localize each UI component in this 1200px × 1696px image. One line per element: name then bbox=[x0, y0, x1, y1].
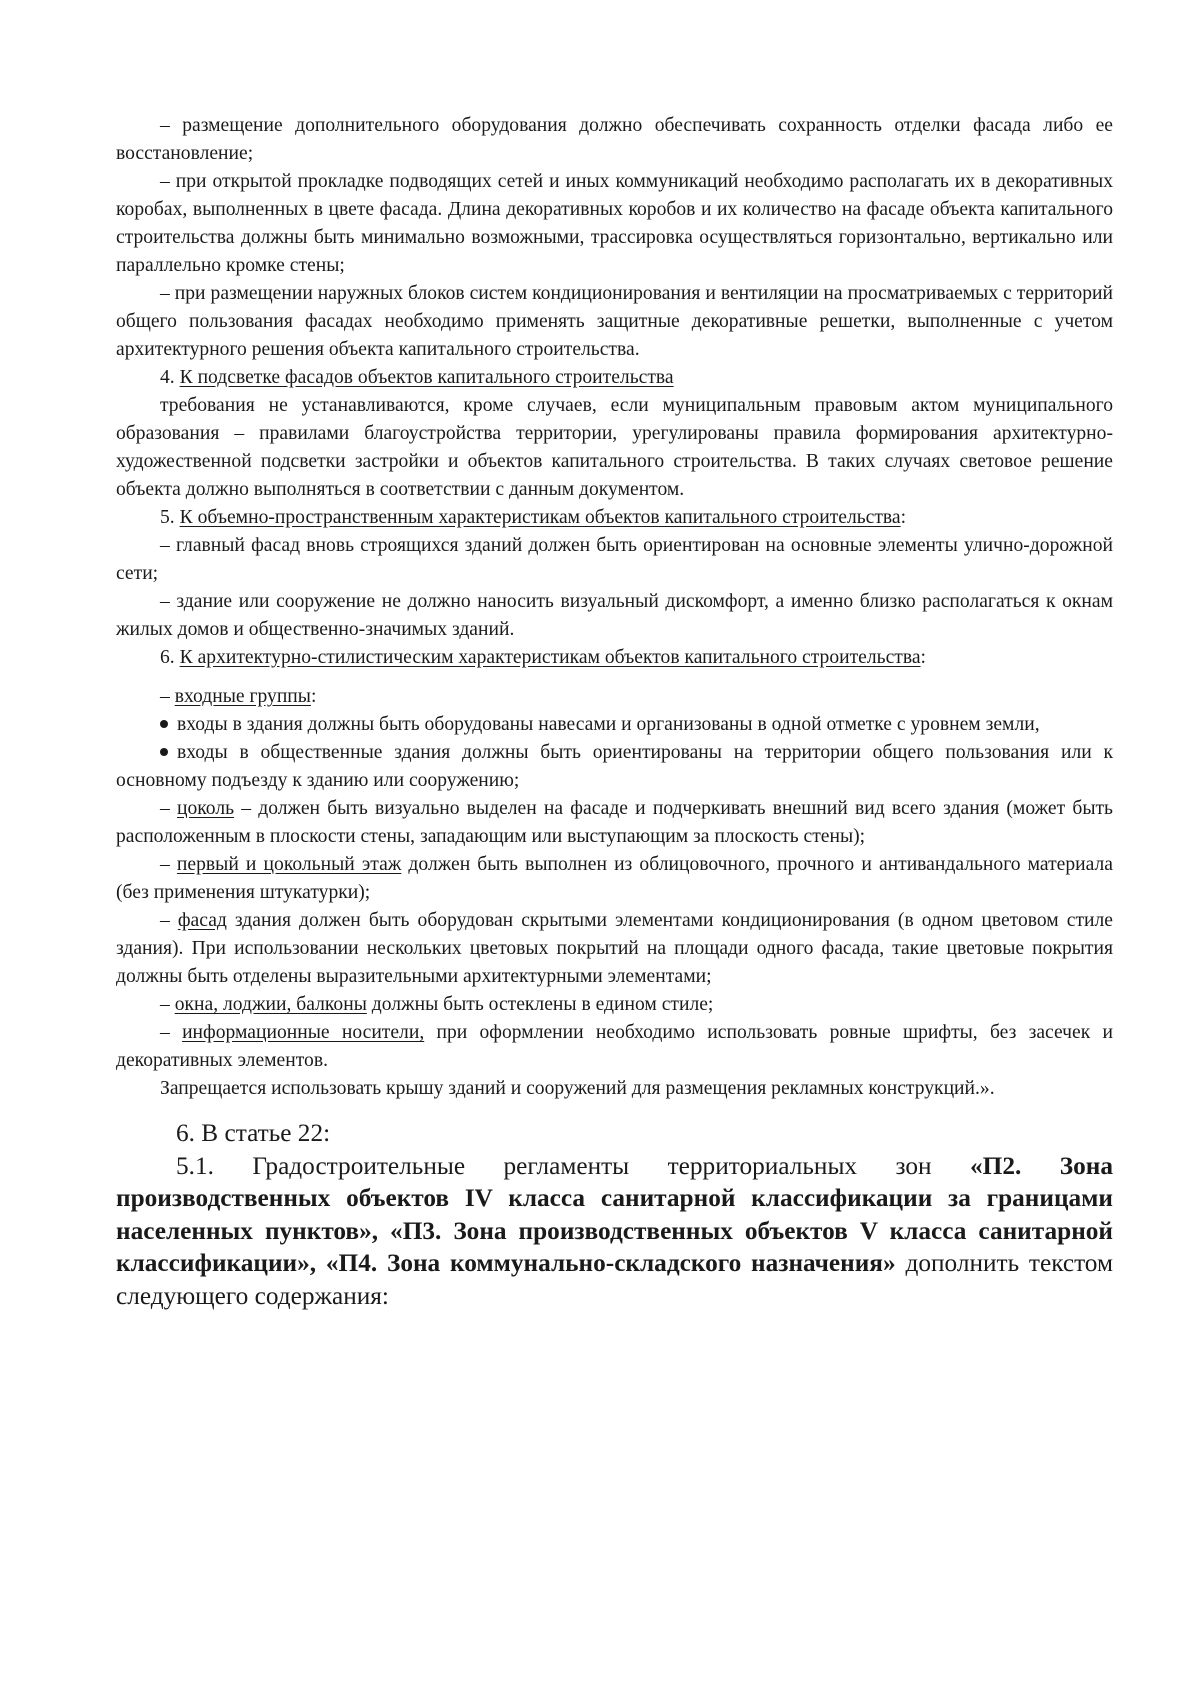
document-body-large bbox=[116, 1117, 1113, 1312]
heading-colon: : bbox=[900, 507, 907, 528]
bullet-entrances-canopy bbox=[116, 711, 1113, 739]
heading-text: К архитектурно-стилистическим характеристикам объектов капитального строительства bbox=[179, 647, 921, 668]
bullet-icon bbox=[160, 748, 168, 756]
item-term: информационные носители, bbox=[182, 1022, 425, 1043]
paragraph-roof-prohibition: Запрещается использовать крышу зданий и сооружений для размещения рекламных конструкций.». bbox=[160, 1078, 995, 1099]
item-first-floor bbox=[116, 851, 1113, 907]
dash: – bbox=[160, 910, 170, 931]
item-term: цоколь bbox=[177, 798, 235, 819]
item-windows bbox=[116, 991, 1113, 1019]
heading-volume bbox=[116, 504, 1113, 532]
paragraph-equipment: – размещение дополнительного оборудования должно обеспечивать сохранность отделки фасада либо ее восстановление; bbox=[116, 115, 1113, 164]
item-term: входные группы bbox=[174, 686, 311, 707]
heading-number: 4. bbox=[160, 367, 175, 388]
item-facade bbox=[116, 907, 1113, 991]
item-colon: : bbox=[310, 686, 317, 707]
paragraph-ventilation: – при размещении наружных блоков систем кондиционирования и вентиляции на просматриваемых с территорий общего пользования фасадах необходимо применять защитные декоративные решетки, выполненные с учетом архитектурного решения объекта капитального строительства. bbox=[116, 283, 1113, 360]
bullet-entrances-public bbox=[116, 739, 1113, 795]
paragraph-lighting-requirements: требования не устанавливаются, кроме случаев, если муниципальным правовым актом муниципального образования – правилами благоустройства территории, урегулированы правила формирования архитектурно-художественной подсветки застройки и объектов капитального строительства. В таких случаях световое решение объекта должно выполняться в соответствии с данным документом. bbox=[116, 395, 1113, 500]
spacer bbox=[116, 672, 1113, 683]
heading-lighting bbox=[116, 364, 1113, 392]
item-info-carriers bbox=[116, 1019, 1113, 1075]
item-text: при оформлении необходимо использовать ровные шрифты, без засечек и декоративных элементов. bbox=[116, 1022, 1113, 1071]
heading-text: К объемно-пространственным характеристикам объектов капитального строительства bbox=[179, 507, 901, 528]
heading-text: К подсветке фасадов объектов капитального строительства bbox=[179, 367, 674, 388]
bullet-text: входы в общественные здания должны быть ориентированы на территории общего пользования или к основному подъезду к зданию или сооружению; bbox=[116, 742, 1113, 791]
item-term: окна, лоджии, балконы bbox=[174, 994, 367, 1015]
item-text: должны быть остеклены в едином стиле; bbox=[366, 994, 714, 1015]
dash: – bbox=[160, 994, 170, 1015]
item-text: здания должен быть оборудован скрытыми элементами кондиционирования (в одном цветовом стиле здания). При использовании нескольких цветовых покрытий на площади одного фасада, такие цветовые покрытия должны быть отделены выразительными архитектурными элементами; bbox=[116, 910, 1113, 987]
dash: – bbox=[160, 686, 170, 707]
item-term: фасад bbox=[177, 910, 227, 931]
item-plinth bbox=[116, 795, 1113, 851]
regulations-lead: 5.1. Градостроительные регламенты территориальных зон bbox=[176, 1151, 971, 1180]
document-body-small bbox=[116, 112, 1113, 1103]
heading-number: 6. bbox=[160, 647, 175, 668]
bullet-text: входы в здания должны быть оборудованы навесами и организованы в одной отметке с уровнем земли, bbox=[177, 714, 1040, 735]
item-entrance-groups bbox=[116, 683, 1113, 711]
paragraph-main-facade: – главный фасад вновь строящихся зданий должен быть ориентирован на основные элементы улично-дорожной сети; bbox=[116, 535, 1113, 584]
item-text: должен быть выполнен из облицовочного, прочного и антивандального материала (без применения штукатурки); bbox=[116, 854, 1114, 903]
item-text: – должен быть визуально выделен на фасаде и подчеркивать внешний вид всего здания (может быть расположенным в плоскости стены, западающим или выступающим за плоскость стены); bbox=[116, 798, 1113, 847]
item-term: первый и цокольный этаж bbox=[176, 854, 402, 875]
heading-style bbox=[116, 644, 1113, 672]
regulations-zones: «П2. Зона производственных объектов IV класса санитарной классификации за границами населенных пунктов», «П3. Зона производственных объектов V класса санитарной классификации», «П4. Зона коммунально-складского назначения» bbox=[116, 1151, 1113, 1277]
bullet-icon bbox=[160, 720, 168, 728]
paragraph-networks: – при открытой прокладке подводящих сетей и иных коммуникаций необходимо располагать их в декоративных коробах, выполненных в цвете фасада. Длина декоративных коробов и их количество на фасаде объекта капитального строительства должны быть минимально возможными, трассировка осуществляться горизонтально, вертикально или параллельно кромке стены; bbox=[116, 171, 1113, 276]
paragraph-article-22: 6. В статье 22: bbox=[176, 1119, 331, 1147]
dash: – bbox=[160, 798, 170, 819]
dash: – bbox=[160, 854, 170, 875]
paragraph-discomfort: – здание или сооружение не должно наносить визуальный дискомфорт, а именно близко располагаться к окнам жилых домов и общественно-значимых зданий. bbox=[116, 591, 1113, 640]
regulations-tail: дополнить текстом следующего содержания: bbox=[116, 1249, 1113, 1310]
heading-colon: : bbox=[920, 647, 926, 668]
paragraph-regulations bbox=[116, 1150, 1113, 1313]
dash: – bbox=[160, 1022, 170, 1043]
heading-number: 5. bbox=[160, 507, 175, 528]
